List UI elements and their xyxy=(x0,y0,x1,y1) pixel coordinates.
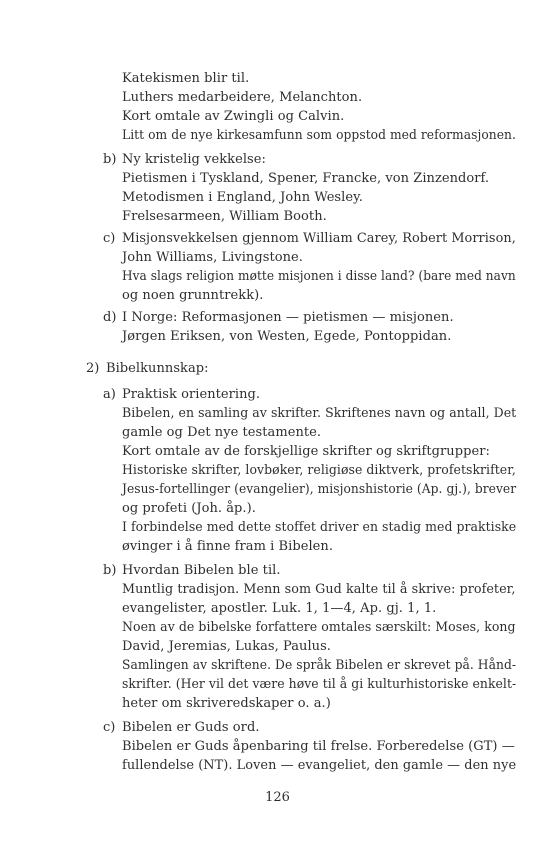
item-c-line: Hva slags religion møtte misjonen i disse land? (bare med navn xyxy=(122,269,516,284)
item-b-line: Pietismen i Tyskland, Spener, Francke, von Zinzendorf. xyxy=(122,171,490,186)
subitem-a-line: Praktisk orientering. xyxy=(122,387,261,402)
item-b-line: Metodismen i England, John Wesley. xyxy=(122,190,363,205)
subitem-a-line: gamle og Det nye testamente. xyxy=(122,425,322,440)
subitem-label-a: a) xyxy=(103,387,116,402)
subitem-b-line: Noen av de bibelske forfattere omtales særskilt: Moses, kong xyxy=(122,620,516,635)
subitem-a-line: og profeti (Joh. åp.). xyxy=(122,501,256,516)
section-number: 2) xyxy=(86,361,100,376)
intro-line: Litt om de nye kirkesamfunn som oppstod med reformasjonen. xyxy=(122,128,516,143)
item-c-line: og noen grunntrekk). xyxy=(122,288,264,303)
intro-line: Katekismen blir til. xyxy=(122,71,250,86)
item-label-c: c) xyxy=(103,231,116,246)
intro-line: Luthers medarbeidere, Melanchton. xyxy=(122,90,363,105)
subitem-label-b: b) xyxy=(103,563,117,578)
subitem-a-line: øvinger i å finne fram i Bibelen. xyxy=(122,539,334,554)
subitem-b-line: Muntlig tradisjon. Menn som Gud kalte til å skrive: profeter, xyxy=(122,582,516,597)
subitem-c-line: fullendelse (NT). Loven — evangeliet, den gamle — den nye xyxy=(122,758,517,773)
page-number: 126 xyxy=(265,790,290,805)
subitem-b-line: David, Jeremias, Lukas, Paulus. xyxy=(122,639,331,654)
subitem-a-line: Jesus-fortellinger (evangelier), misjonshistorie (Ap. gj.), brever xyxy=(122,482,517,497)
subitem-b-line: evangelister, apostler. Luk. 1, 1—4, Ap. gj. 1, 1. xyxy=(122,601,437,616)
item-c-line: Misjonsvekkelsen gjennom William Carey, Robert Morrison, xyxy=(122,231,516,246)
subitem-a-line: Bibelen, en samling av skrifter. Skriftenes navn og antall, Det xyxy=(122,406,517,421)
subitem-b-line: skrifter. (Her vil det være høve til å gi kulturhistoriske enkelt- xyxy=(122,677,517,692)
item-d-line: Jørgen Eriksen, von Westen, Egede, Pontoppidan. xyxy=(122,329,452,344)
subitem-c-line: Bibelen er Guds ord. xyxy=(122,720,260,735)
subitem-a-line: Historiske skrifter, lovbøker, religiøse diktverk, profetskrifter, xyxy=(122,463,516,478)
item-label-b: b) xyxy=(103,152,117,167)
item-d-line: I Norge: Reformasjonen — pietismen — misjonen. xyxy=(122,310,454,325)
subitem-a-line: Kort omtale av de forskjellige skrifter og skriftgrupper: xyxy=(122,444,490,459)
item-label-d: d) xyxy=(103,310,117,325)
subitem-b-line: Hvordan Bibelen ble til. xyxy=(122,563,281,578)
item-c-line: John Williams, Livingstone. xyxy=(122,250,303,265)
subitem-c-line: Bibelen er Guds åpenbaring til frelse. Forberedelse (GT) — xyxy=(122,739,515,754)
intro-line: Kort omtale av Zwingli og Calvin. xyxy=(122,109,345,124)
subitem-a-line: I forbindelse med dette stoffet driver en stadig med praktiske xyxy=(122,520,517,535)
subitem-b-line: Samlingen av skriftene. De språk Bibelen er skrevet på. Hånd- xyxy=(122,658,517,673)
subitem-label-c: c) xyxy=(103,720,116,735)
item-b-line: Ny kristelig vekkelse: xyxy=(122,152,266,167)
subitem-b-line: heter om skriveredskaper o. a.) xyxy=(122,696,331,711)
section-title: Bibelkunnskap: xyxy=(106,361,209,376)
item-b-line: Frelsesarmeen, William Booth. xyxy=(122,209,327,224)
